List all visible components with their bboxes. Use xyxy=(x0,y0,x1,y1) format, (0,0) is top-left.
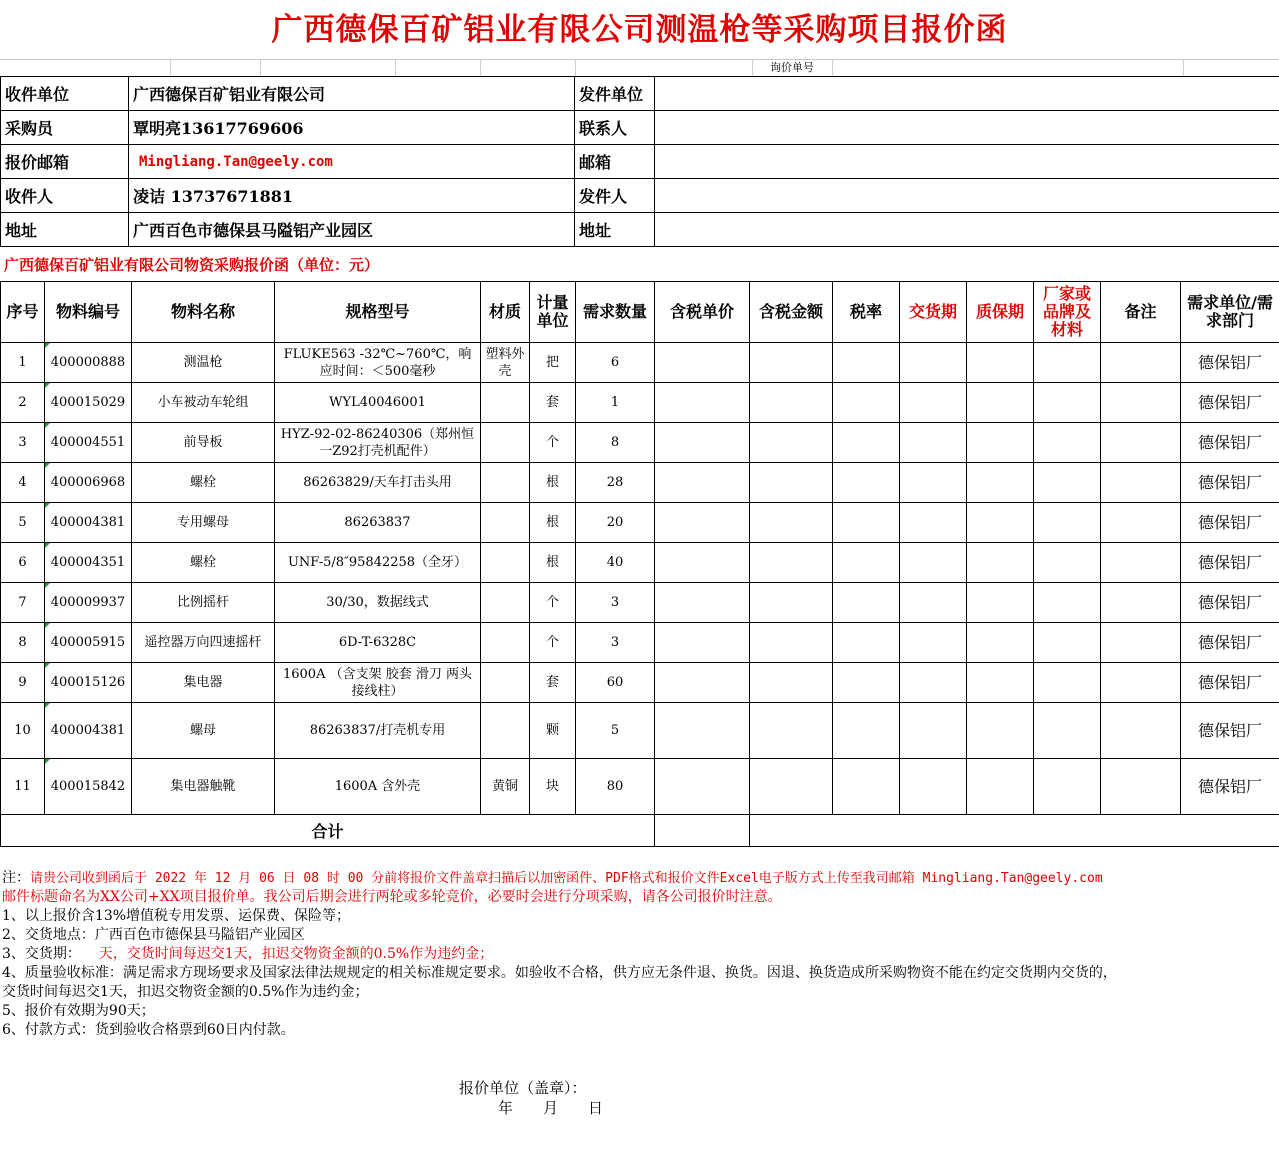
info-value[interactable] xyxy=(655,213,1279,247)
cell-spec: 30/30，数据线式 xyxy=(275,583,481,623)
info-value[interactable]: 广西百色市德保县马隘铝产业园区 xyxy=(129,213,575,247)
cell-seq: 1 xyxy=(1,343,45,383)
col-header-unit-price: 含税单价 xyxy=(655,282,750,343)
cell-remark[interactable] xyxy=(1101,759,1181,815)
cell-material xyxy=(481,463,530,503)
cell-qty: 80 xyxy=(576,759,655,815)
cell-unit-price[interactable] xyxy=(655,623,750,663)
cell-unit: 根 xyxy=(530,503,576,543)
table-row xyxy=(1,543,1279,583)
cell-seq: 6 xyxy=(1,543,45,583)
cell-code: 400004351 xyxy=(45,543,132,583)
cell-seq: 4 xyxy=(1,463,45,503)
cell-amount[interactable] xyxy=(750,463,833,503)
cell-brand[interactable] xyxy=(1034,583,1101,623)
cell-amount[interactable] xyxy=(750,583,833,623)
cell-unit: 根 xyxy=(530,463,576,503)
info-table xyxy=(0,76,1279,247)
cell-delivery[interactable] xyxy=(900,543,967,583)
page-title: 广西德保百矿铝业有限公司测温枪等采购项目报价函 xyxy=(271,12,1008,48)
cell-amount[interactable] xyxy=(750,343,833,383)
cell-brand[interactable] xyxy=(1034,463,1101,503)
cell-amount[interactable] xyxy=(750,503,833,543)
cell-seq: 5 xyxy=(1,503,45,543)
cell-name: 螺栓 xyxy=(132,463,275,503)
cell-unit-price[interactable] xyxy=(655,543,750,583)
cell-remark[interactable] xyxy=(1101,583,1181,623)
cell-seq: 7 xyxy=(1,583,45,623)
notes-item-3 xyxy=(2,945,1274,964)
cell-delivery[interactable] xyxy=(900,463,967,503)
cell-qty: 3 xyxy=(576,623,655,663)
cell-tax[interactable] xyxy=(833,383,900,423)
notes-deadline-text: 请贵公司收到函后于 2022 年 12 月 06 日 08 时 00 分前将报价文件盖章扫描后以加密函件、PDF格式和报价文件Excel电子版方式上传至我司邮箱 Mingliang.Tan@geely.com xyxy=(30,871,1103,886)
table-row xyxy=(1,463,1279,503)
cell-qty: 5 xyxy=(576,703,655,759)
notes-item-5: 5、报价有效期为90天； xyxy=(2,1003,155,1019)
cell-tax[interactable] xyxy=(833,423,900,463)
cell-warranty[interactable] xyxy=(967,383,1034,423)
cell-name: 集电器 xyxy=(132,663,275,703)
cell-brand[interactable] xyxy=(1034,423,1101,463)
col-header-tax: 税率 xyxy=(833,282,900,343)
cell-warranty[interactable] xyxy=(967,663,1034,703)
cell-dept: 德保铝厂 xyxy=(1181,759,1279,815)
cell-tax[interactable] xyxy=(833,583,900,623)
cell-material xyxy=(481,543,530,583)
cell-delivery[interactable] xyxy=(900,343,967,383)
cell-remark[interactable] xyxy=(1101,703,1181,759)
cell-code: 400015029 xyxy=(45,383,132,423)
cell-name: 专用螺母 xyxy=(132,503,275,543)
cell-spec: 86263837/打壳机专用 xyxy=(275,703,481,759)
cell-qty: 28 xyxy=(576,463,655,503)
col-header-warranty: 质保期 xyxy=(967,282,1034,343)
notes-prefix: 注： xyxy=(2,870,30,886)
info-row-recipient-unit xyxy=(1,77,1279,111)
cell-unit-price[interactable] xyxy=(655,703,750,759)
info-label: 邮箱 xyxy=(575,145,655,179)
info-label: 收件单位 xyxy=(1,77,129,111)
signature-date xyxy=(498,1097,633,1118)
cell-unit-price[interactable] xyxy=(655,383,750,423)
cell-spec: FLUKE563 -32℃~760℃，响应时间：＜500毫秒 xyxy=(275,343,481,383)
cell-amount[interactable] xyxy=(750,543,833,583)
info-label: 地址 xyxy=(1,213,129,247)
cell-amount[interactable] xyxy=(750,663,833,703)
cell-remark[interactable] xyxy=(1101,663,1181,703)
info-row-buyer xyxy=(1,111,1279,145)
cell-code: 400004381 xyxy=(45,503,132,543)
info-label: 联系人 xyxy=(575,111,655,145)
cell-unit: 个 xyxy=(530,623,576,663)
cell-unit: 颗 xyxy=(530,703,576,759)
cell-warranty[interactable] xyxy=(967,759,1034,815)
cell-remark[interactable] xyxy=(1101,623,1181,663)
cell-tax[interactable] xyxy=(833,463,900,503)
cell-delivery[interactable] xyxy=(900,703,967,759)
cell-remark[interactable] xyxy=(1101,383,1181,423)
col-header-material: 材质 xyxy=(481,282,530,343)
cell-remark[interactable] xyxy=(1101,423,1181,463)
info-value[interactable] xyxy=(655,77,1279,111)
notes-item-6: 6、付款方式：货到验收合格票到60日内付款。 xyxy=(2,1022,295,1038)
cell-spec: UNF-5/8″95842258（全牙） xyxy=(275,543,481,583)
cell-spec: HYZ-92-02-86240306（郑州恒一Z92打壳机配件） xyxy=(275,423,481,463)
cell-brand[interactable] xyxy=(1034,503,1101,543)
cell-qty: 3 xyxy=(576,583,655,623)
col-header-delivery: 交货期 xyxy=(900,282,967,343)
total-empty-cell[interactable] xyxy=(655,815,750,847)
info-value[interactable]: 凌诘 13737671881 xyxy=(129,179,575,213)
cell-material xyxy=(481,663,530,703)
cell-delivery[interactable] xyxy=(900,383,967,423)
cell-spec: 86263837 xyxy=(275,503,481,543)
cell-material xyxy=(481,623,530,663)
col-header-brand: 厂家或品牌及材料 xyxy=(1034,282,1101,343)
cell-unit: 个 xyxy=(530,423,576,463)
quotation-table xyxy=(0,281,1279,847)
info-row-email xyxy=(1,145,1279,179)
col-header-dept: 需求单位/需求部门 xyxy=(1181,282,1279,343)
cell-seq: 2 xyxy=(1,383,45,423)
info-label: 报价邮箱 xyxy=(1,145,129,179)
cell-remark[interactable] xyxy=(1101,543,1181,583)
cell-code: 400006968 xyxy=(45,463,132,503)
cell-qty: 1 xyxy=(576,383,655,423)
cell-dept: 德保铝厂 xyxy=(1181,663,1279,703)
notes-item-4b: 交货时间每迟交1天，扣迟交物资金额的0.5%作为违约金； xyxy=(2,984,369,1000)
info-label: 收件人 xyxy=(1,179,129,213)
cell-amount[interactable] xyxy=(750,703,833,759)
cell-amount[interactable] xyxy=(750,383,833,423)
signature-label: 报价单位（盖章）： xyxy=(459,1079,587,1097)
cell-qty: 8 xyxy=(576,423,655,463)
cell-remark[interactable] xyxy=(1101,343,1181,383)
col-header-amount: 含税金额 xyxy=(750,282,833,343)
cell-amount[interactable] xyxy=(750,423,833,463)
cell-material xyxy=(481,423,530,463)
cell-spec: 86263829/天车打击头用 xyxy=(275,463,481,503)
cell-unit-price[interactable] xyxy=(655,583,750,623)
cell-seq: 10 xyxy=(1,703,45,759)
cell-unit-price[interactable] xyxy=(655,343,750,383)
cell-name: 测温枪 xyxy=(132,343,275,383)
cell-unit: 块 xyxy=(530,759,576,815)
total-label: 合计 xyxy=(1,815,655,847)
col-header-code: 物料编号 xyxy=(45,282,132,343)
col-header-spec: 规格型号 xyxy=(275,282,481,343)
cell-material xyxy=(481,503,530,543)
cell-warranty[interactable] xyxy=(967,583,1034,623)
cell-delivery[interactable] xyxy=(900,663,967,703)
cell-dept: 德保铝厂 xyxy=(1181,423,1279,463)
cell-name: 螺栓 xyxy=(132,543,275,583)
cell-spec: WYL40046001 xyxy=(275,383,481,423)
cell-qty: 60 xyxy=(576,663,655,703)
table-row xyxy=(1,583,1279,623)
cell-tax[interactable] xyxy=(833,759,900,815)
col-header-qty: 需求数量 xyxy=(576,282,655,343)
cell-unit: 把 xyxy=(530,343,576,383)
notes-item-4a: 4、质量验收标准：满足需求方现场要求及国家法律法规规定的相关标准规定要求。如验收不合格，供方应无条件退、换货。因退、换货造成所采购物资不能在约定交货期内交货的， xyxy=(2,965,1117,981)
col-header-remark: 备注 xyxy=(1101,282,1181,343)
cell-amount[interactable] xyxy=(750,759,833,815)
cell-code: 400015126 xyxy=(45,663,132,703)
table-row xyxy=(1,423,1279,463)
info-value[interactable]: 覃明亮13617769606 xyxy=(129,111,575,145)
cell-qty: 40 xyxy=(576,543,655,583)
cell-dept: 德保铝厂 xyxy=(1181,543,1279,583)
cell-code: 400004381 xyxy=(45,703,132,759)
info-label: 发件人 xyxy=(575,179,655,213)
cell-seq: 3 xyxy=(1,423,45,463)
table-row xyxy=(1,663,1279,703)
cell-delivery[interactable] xyxy=(900,759,967,815)
cell-qty: 6 xyxy=(576,343,655,383)
info-value[interactable]: 广西德保百矿铝业有限公司 xyxy=(129,77,575,111)
info-row-receiver xyxy=(1,179,1279,213)
cell-amount[interactable] xyxy=(750,623,833,663)
cell-remark[interactable] xyxy=(1101,503,1181,543)
table-row xyxy=(1,503,1279,543)
cell-unit-price[interactable] xyxy=(655,503,750,543)
col-header-name: 物料名称 xyxy=(132,282,275,343)
table-row xyxy=(1,343,1279,383)
cell-name: 小车被动车轮组 xyxy=(132,383,275,423)
table-row xyxy=(1,703,1279,759)
cell-warranty[interactable] xyxy=(967,343,1034,383)
cell-name: 遥控器万向四速摇杆 xyxy=(132,623,275,663)
cell-warranty[interactable] xyxy=(967,543,1034,583)
date-year: 年 xyxy=(498,1099,514,1117)
cell-unit: 套 xyxy=(530,663,576,703)
cell-warranty[interactable] xyxy=(967,503,1034,543)
cell-brand[interactable] xyxy=(1034,663,1101,703)
cell-tax[interactable] xyxy=(833,623,900,663)
info-label: 发件单位 xyxy=(575,77,655,111)
inquiry-number-label: 询价单号 xyxy=(770,61,814,74)
total-amount-cell[interactable] xyxy=(750,815,1279,847)
cell-tax[interactable] xyxy=(833,703,900,759)
cell-brand[interactable] xyxy=(1034,543,1101,583)
cell-tax[interactable] xyxy=(833,663,900,703)
cell-delivery[interactable] xyxy=(900,503,967,543)
cell-unit-price[interactable] xyxy=(655,759,750,815)
notes-item-2: 2、交货地点：广西百色市德保县马隘铝产业园区 xyxy=(2,927,305,943)
cell-remark[interactable] xyxy=(1101,463,1181,503)
cell-unit: 个 xyxy=(530,583,576,623)
cell-warranty[interactable] xyxy=(967,463,1034,503)
cell-brand[interactable] xyxy=(1034,703,1101,759)
table-row xyxy=(1,623,1279,663)
cell-brand[interactable] xyxy=(1034,623,1101,663)
cell-code: 400004551 xyxy=(45,423,132,463)
notes-section xyxy=(2,869,1274,1040)
cell-dept: 德保铝厂 xyxy=(1181,623,1279,663)
notes-line-1 xyxy=(2,869,1274,888)
cell-brand[interactable] xyxy=(1034,383,1101,423)
cell-dept: 德保铝厂 xyxy=(1181,383,1279,423)
cell-tax[interactable] xyxy=(833,503,900,543)
cell-seq: 11 xyxy=(1,759,45,815)
cell-dept: 德保铝厂 xyxy=(1181,583,1279,623)
cell-name: 比例摇杆 xyxy=(132,583,275,623)
cell-warranty[interactable] xyxy=(967,423,1034,463)
cell-code: 400015842 xyxy=(45,759,132,815)
table-row xyxy=(1,759,1279,815)
cell-dept: 德保铝厂 xyxy=(1181,343,1279,383)
cell-name: 集电器触靴 xyxy=(132,759,275,815)
cell-tax[interactable] xyxy=(833,343,900,383)
cell-unit: 根 xyxy=(530,543,576,583)
cell-warranty[interactable] xyxy=(967,623,1034,663)
info-label: 地址 xyxy=(575,213,655,247)
cell-delivery[interactable] xyxy=(900,623,967,663)
cell-unit-price[interactable] xyxy=(655,463,750,503)
cell-material: 黄铜 xyxy=(481,759,530,815)
cell-unit: 套 xyxy=(530,383,576,423)
cell-material: 塑料外壳 xyxy=(481,343,530,383)
section-subtitle: 广西德保百矿铝业有限公司物资采购报价函（单位：元） xyxy=(4,256,380,274)
cell-spec: 6D-T-6328C xyxy=(275,623,481,663)
quote-email-value[interactable]: Mingliang.Tan@geely.com xyxy=(129,145,575,179)
table-row xyxy=(1,383,1279,423)
cell-tax[interactable] xyxy=(833,543,900,583)
col-header-unit: 计量单位 xyxy=(530,282,576,343)
notes-item-3-prefix: 3、交货期： xyxy=(2,946,81,962)
table-header-row xyxy=(1,282,1279,343)
cell-spec: 1600A 含外壳 xyxy=(275,759,481,815)
date-month: 月 xyxy=(543,1099,559,1117)
cell-code: 400009937 xyxy=(45,583,132,623)
info-value[interactable] xyxy=(655,179,1279,213)
cell-delivery[interactable] xyxy=(900,583,967,623)
col-header-seq: 序号 xyxy=(1,282,45,343)
cell-code: 400005915 xyxy=(45,623,132,663)
inquiry-number-row xyxy=(0,59,1279,77)
cell-material xyxy=(481,583,530,623)
cell-dept: 德保铝厂 xyxy=(1181,503,1279,543)
total-row xyxy=(1,815,1279,847)
cell-delivery[interactable] xyxy=(900,423,967,463)
cell-unit-price[interactable] xyxy=(655,423,750,463)
cell-material xyxy=(481,383,530,423)
cell-seq: 9 xyxy=(1,663,45,703)
cell-brand[interactable] xyxy=(1034,343,1101,383)
notes-item-1: 1、以上报价含13%增值税专用发票、运保费、保险等； xyxy=(2,908,351,924)
info-value[interactable] xyxy=(655,145,1279,179)
cell-brand[interactable] xyxy=(1034,759,1101,815)
date-day: 日 xyxy=(588,1099,604,1117)
cell-warranty[interactable] xyxy=(967,703,1034,759)
cell-unit-price[interactable] xyxy=(655,663,750,703)
info-value[interactable] xyxy=(655,111,1279,145)
info-row-address xyxy=(1,213,1279,247)
cell-dept: 德保铝厂 xyxy=(1181,703,1279,759)
cell-spec: 1600A （含支架 胶套 滑刀 两头接线柱） xyxy=(275,663,481,703)
notes-item-3-text: 天，交货时间每迟交1天，扣迟交物资金额的0.5%作为违约金； xyxy=(80,946,494,962)
cell-seq: 8 xyxy=(1,623,45,663)
notes-email-title-text: 邮件标题命名为XX公司+XX项目报价单。我公司后期会进行两轮或多轮竞价，必要时会进行分项采购，请各公司报价时注意。 xyxy=(2,889,782,905)
cell-code: 400000888 xyxy=(45,343,132,383)
cell-name: 前导板 xyxy=(132,423,275,463)
cell-dept: 德保铝厂 xyxy=(1181,463,1279,503)
cell-material xyxy=(481,703,530,759)
info-label: 采购员 xyxy=(1,111,129,145)
cell-name: 螺母 xyxy=(132,703,275,759)
cell-qty: 20 xyxy=(576,503,655,543)
